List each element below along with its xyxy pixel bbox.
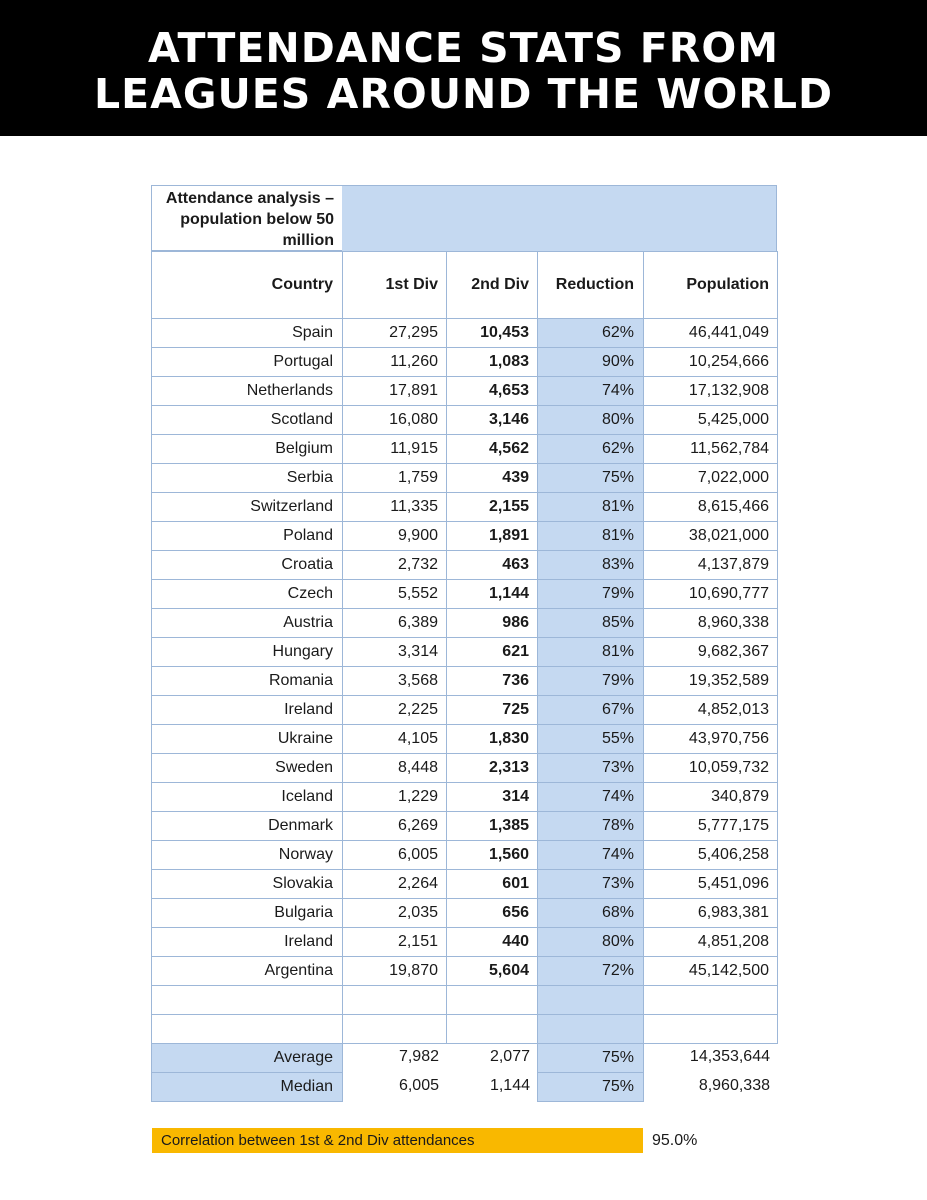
correlation-value: 95.0% — [652, 1132, 698, 1149]
cell-first-div: 1,759 — [342, 463, 447, 493]
cell-second-div: 656 — [446, 898, 538, 928]
cell-first-div: 11,335 — [342, 492, 447, 522]
empty-cell — [537, 985, 644, 1015]
cell-population: 4,137,879 — [643, 550, 778, 580]
cell-country: Poland — [151, 521, 343, 551]
correlation-label: Correlation between 1st & 2nd Div attendances — [152, 1128, 643, 1153]
cell-country: Netherlands — [151, 376, 343, 406]
cell-country: Czech — [151, 579, 343, 609]
cell-second-div: 725 — [446, 695, 538, 725]
cell-population: 9,682,367 — [643, 637, 778, 667]
cell-first-div: 19,870 — [342, 956, 447, 986]
cell-first-div: 6,269 — [342, 811, 447, 841]
cell-population: 5,451,096 — [643, 869, 778, 899]
cell-first-div: 4,105 — [342, 724, 447, 754]
cell-reduction: 80% — [537, 405, 644, 435]
cell-second-div: 10,453 — [446, 318, 538, 348]
cell-country: Ukraine — [151, 724, 343, 754]
cell-reduction: 79% — [537, 579, 644, 609]
cell-population: 5,777,175 — [643, 811, 778, 841]
cell-first-div: 6,389 — [342, 608, 447, 638]
cell-second-div: 5,604 — [446, 956, 538, 986]
cell-second-div: 2,155 — [446, 492, 538, 522]
cell-country: Bulgaria — [151, 898, 343, 928]
cell-second-div: 1,891 — [446, 521, 538, 551]
cell-country: Austria — [151, 608, 343, 638]
cell-reduction: 81% — [537, 492, 644, 522]
summary-second-div: 1,144 — [489, 1077, 530, 1094]
cell-second-div: 440 — [446, 927, 538, 957]
cell-first-div: 2,264 — [342, 869, 447, 899]
cell-first-div: 11,915 — [342, 434, 447, 464]
cell-country: Hungary — [151, 637, 343, 667]
title-line-1: ATTENDANCE STATS FROM — [147, 24, 780, 72]
empty-cell — [342, 1014, 447, 1044]
cell-population: 43,970,756 — [643, 724, 778, 754]
cell-country: Scotland — [151, 405, 343, 435]
cell-country: Switzerland — [151, 492, 343, 522]
cell-country: Norway — [151, 840, 343, 870]
cell-reduction: 67% — [537, 695, 644, 725]
empty-cell — [643, 1014, 778, 1044]
summary-country: Average — [151, 1043, 343, 1073]
cell-first-div: 11,260 — [342, 347, 447, 377]
cell-country: Slovakia — [151, 869, 343, 899]
cell-reduction: 68% — [537, 898, 644, 928]
cell-reduction: 73% — [537, 753, 644, 783]
cell-country: Belgium — [151, 434, 343, 464]
cell-population: 11,562,784 — [643, 434, 778, 464]
cell-reduction: 81% — [537, 521, 644, 551]
cell-reduction: 74% — [537, 782, 644, 812]
cell-country: Spain — [151, 318, 343, 348]
cell-first-div: 2,225 — [342, 695, 447, 725]
cell-reduction: 72% — [537, 956, 644, 986]
table-title: Attendance analysis – population below 50 million — [151, 185, 343, 251]
title-fill — [342, 185, 777, 251]
header-second-div: 2nd Div — [446, 251, 538, 319]
cell-reduction: 62% — [537, 318, 644, 348]
cell-reduction: 90% — [537, 347, 644, 377]
empty-cell — [446, 985, 538, 1015]
header-country: Country — [151, 251, 343, 319]
cell-first-div: 16,080 — [342, 405, 447, 435]
cell-population: 4,851,208 — [643, 927, 778, 957]
cell-country: Croatia — [151, 550, 343, 580]
cell-population: 46,441,049 — [643, 318, 778, 348]
empty-cell — [342, 985, 447, 1015]
cell-country: Argentina — [151, 956, 343, 986]
cell-first-div: 2,035 — [342, 898, 447, 928]
cell-reduction: 73% — [537, 869, 644, 899]
cell-second-div: 314 — [446, 782, 538, 812]
cell-second-div: 463 — [446, 550, 538, 580]
cell-country: Ireland — [151, 927, 343, 957]
summary-second-div: 2,077 — [489, 1048, 530, 1065]
cell-first-div: 9,900 — [342, 521, 447, 551]
cell-reduction: 80% — [537, 927, 644, 957]
cell-second-div: 439 — [446, 463, 538, 493]
cell-population: 10,059,732 — [643, 753, 778, 783]
empty-cell — [537, 1014, 644, 1044]
cell-reduction: 74% — [537, 840, 644, 870]
cell-population: 8,615,466 — [643, 492, 778, 522]
cell-second-div: 601 — [446, 869, 538, 899]
cell-second-div: 1,830 — [446, 724, 538, 754]
empty-cell — [151, 1014, 343, 1044]
cell-country: Iceland — [151, 782, 343, 812]
cell-reduction: 75% — [537, 463, 644, 493]
cell-population: 10,254,666 — [643, 347, 778, 377]
cell-first-div: 3,568 — [342, 666, 447, 696]
header-reduction: Reduction — [537, 251, 644, 319]
cell-reduction: 83% — [537, 550, 644, 580]
empty-cell — [446, 1014, 538, 1044]
cell-population: 8,960,338 — [643, 608, 778, 638]
cell-reduction: 79% — [537, 666, 644, 696]
cell-second-div: 986 — [446, 608, 538, 638]
cell-first-div: 17,891 — [342, 376, 447, 406]
summary-first-div: 6,005 — [398, 1077, 439, 1094]
summary-population: 14,353,644 — [689, 1048, 770, 1065]
cell-first-div: 2,732 — [342, 550, 447, 580]
cell-second-div: 736 — [446, 666, 538, 696]
cell-second-div: 1,560 — [446, 840, 538, 870]
cell-reduction: 81% — [537, 637, 644, 667]
cell-country: Serbia — [151, 463, 343, 493]
cell-first-div: 2,151 — [342, 927, 447, 957]
cell-first-div: 6,005 — [342, 840, 447, 870]
cell-second-div: 2,313 — [446, 753, 538, 783]
summary-country: Median — [151, 1072, 343, 1102]
cell-first-div: 27,295 — [342, 318, 447, 348]
cell-country: Ireland — [151, 695, 343, 725]
cell-population: 17,132,908 — [643, 376, 778, 406]
summary-reduction: 75% — [537, 1072, 644, 1102]
cell-population: 45,142,500 — [643, 956, 778, 986]
cell-population: 340,879 — [643, 782, 778, 812]
empty-cell — [643, 985, 778, 1015]
cell-second-div: 621 — [446, 637, 538, 667]
cell-country: Portugal — [151, 347, 343, 377]
summary-population: 8,960,338 — [698, 1077, 770, 1094]
cell-population: 10,690,777 — [643, 579, 778, 609]
title-line-2: LEAGUES AROUND THE WORLD — [93, 70, 834, 118]
header-population: Population — [643, 251, 778, 319]
cell-country: Denmark — [151, 811, 343, 841]
cell-second-div: 1,083 — [446, 347, 538, 377]
cell-country: Romania — [151, 666, 343, 696]
cell-first-div: 5,552 — [342, 579, 447, 609]
cell-second-div: 1,144 — [446, 579, 538, 609]
empty-cell — [151, 985, 343, 1015]
cell-first-div: 1,229 — [342, 782, 447, 812]
cell-country: Sweden — [151, 753, 343, 783]
cell-second-div: 3,146 — [446, 405, 538, 435]
cell-reduction: 85% — [537, 608, 644, 638]
cell-second-div: 1,385 — [446, 811, 538, 841]
cell-first-div: 8,448 — [342, 753, 447, 783]
cell-population: 5,425,000 — [643, 405, 778, 435]
cell-population: 7,022,000 — [643, 463, 778, 493]
summary-reduction: 75% — [537, 1043, 644, 1073]
summary-first-div: 7,982 — [398, 1048, 439, 1065]
cell-population: 38,021,000 — [643, 521, 778, 551]
cell-reduction: 55% — [537, 724, 644, 754]
cell-population: 4,852,013 — [643, 695, 778, 725]
cell-population: 19,352,589 — [643, 666, 778, 696]
header-first-div: 1st Div — [342, 251, 447, 319]
cell-population: 5,406,258 — [643, 840, 778, 870]
cell-second-div: 4,653 — [446, 376, 538, 406]
cell-first-div: 3,314 — [342, 637, 447, 667]
cell-reduction: 62% — [537, 434, 644, 464]
cell-reduction: 74% — [537, 376, 644, 406]
cell-second-div: 4,562 — [446, 434, 538, 464]
cell-population: 6,983,381 — [643, 898, 778, 928]
cell-reduction: 78% — [537, 811, 644, 841]
